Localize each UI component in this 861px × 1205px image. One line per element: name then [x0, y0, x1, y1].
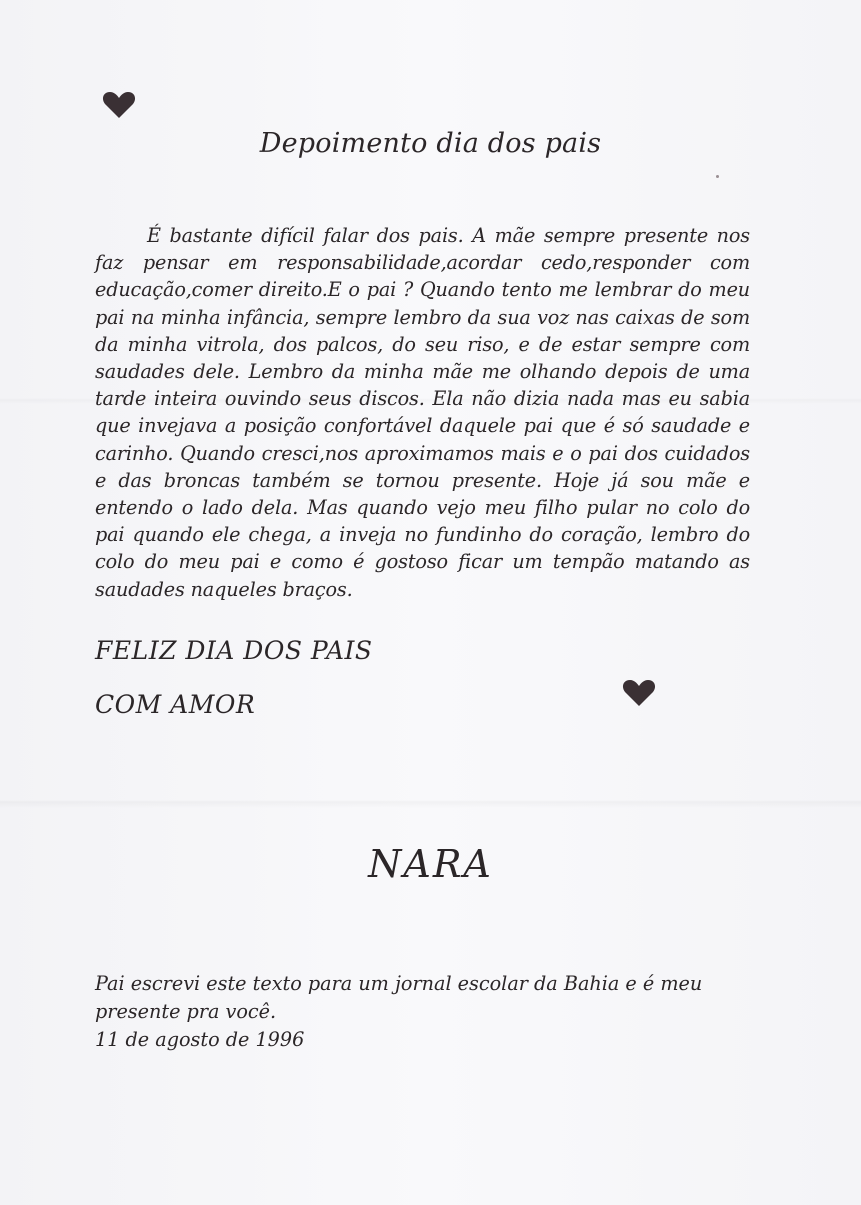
paper-speck [716, 175, 719, 178]
footnote [95, 970, 755, 1054]
footnote-text: Pai escrevi este texto para um jornal escolar da Bahia e é meu presente pra você. [95, 972, 703, 1023]
document-title: Depoimento dia dos pais [259, 128, 602, 159]
letter-body: É bastante difícil falar dos pais. A mãe sempre presente nos faz pensar em responsabilidade,acordar cedo,responder com educação,comer direito.E o pai ? Quando tento me lembrar do meu pai na minha infância, sempre lembro da sua voz nas caixas de som da minha vitrola, dos palcos, do seu riso, e de estar sempre com saudades dele. Lembro da minha mãe me olhando depois de uma tarde inteira ouvindo seus discos. Ela não dizia nada mas eu sabia que invejava a posição confortável daquele pai que é só saudade e carinho. Quando cresci,nos aproximamos mais e o pai dos cuidados e das broncas também se tornou presente. Hoje já sou mãe e entendo o lado dela. Mas quando vejo meu filho pular no colo do pai quando ele chega, a inveja no fundinho do coração, lembro do colo do meu pai e como é gostoso ficar um tempão matando as saudades naqueles braços. [95, 224, 750, 601]
greeting-line: FELIZ DIA DOS PAIS [95, 636, 373, 665]
heart-icon [622, 678, 656, 708]
heart-icon [102, 90, 136, 120]
footnote-date: 11 de agosto de 1996 [95, 1028, 305, 1051]
closing-line: COM AMOR [95, 690, 256, 719]
signature-name: NARA [368, 842, 493, 886]
